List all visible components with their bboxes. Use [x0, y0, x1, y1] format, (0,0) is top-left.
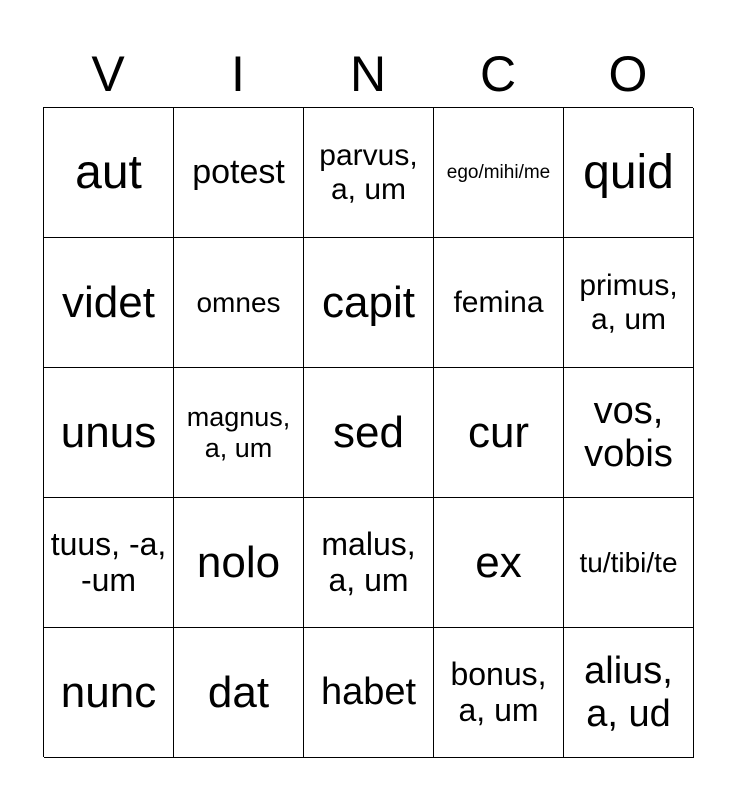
- cell-word: ego/mihi/me: [446, 161, 551, 183]
- bingo-cell[interactable]: [174, 238, 304, 368]
- cell-word: malus, a, um: [321, 525, 416, 598]
- bingo-cell[interactable]: [44, 498, 174, 628]
- header-letter-c: C: [479, 46, 517, 102]
- cell-word: cur: [467, 407, 530, 457]
- cell-word: videt: [62, 277, 155, 327]
- bingo-cell[interactable]: [304, 108, 434, 238]
- cell-word: primus, a, um: [579, 268, 678, 336]
- bingo-cell[interactable]: [564, 238, 694, 368]
- bingo-cell[interactable]: [434, 108, 564, 238]
- bingo-cell[interactable]: [304, 498, 434, 628]
- bingo-cell[interactable]: [174, 628, 304, 758]
- bingo-cell[interactable]: [434, 498, 564, 628]
- cell-word: nunc: [60, 667, 157, 717]
- cell-word: tuus, -a, -um: [50, 525, 167, 598]
- bingo-cell[interactable]: [564, 368, 694, 498]
- cell-word: dat: [207, 667, 270, 717]
- cell-word: omnes: [196, 286, 281, 318]
- bingo-cell[interactable]: [564, 628, 694, 758]
- bingo-cell[interactable]: [304, 368, 434, 498]
- cell-word: tu/tibi/te: [579, 546, 678, 578]
- cell-word: aut: [75, 145, 142, 199]
- bingo-cell[interactable]: [44, 628, 174, 758]
- cell-word: magnus, a, um: [186, 402, 291, 463]
- bingo-cell[interactable]: [174, 108, 304, 238]
- cell-word: capit: [322, 277, 415, 327]
- bingo-cell[interactable]: [174, 498, 304, 628]
- header-letter-v: V: [91, 46, 125, 102]
- cell-word: sed: [333, 407, 404, 457]
- header-letter-o: O: [608, 46, 648, 102]
- bingo-cell[interactable]: [174, 368, 304, 498]
- cell-word: habet: [320, 671, 417, 714]
- header-letter-i: I: [231, 46, 245, 102]
- bingo-cell[interactable]: [304, 628, 434, 758]
- cell-word: alius, a, ud: [584, 649, 673, 735]
- bingo-header: [43, 40, 693, 108]
- bingo-card-grid: [43, 107, 693, 757]
- cell-word: potest: [192, 153, 285, 192]
- bingo-cell[interactable]: [434, 368, 564, 498]
- bingo-cell[interactable]: [564, 498, 694, 628]
- cell-word: bonus, a, um: [450, 655, 547, 728]
- cell-word: vos, vobis: [584, 389, 673, 475]
- bingo-cell[interactable]: [434, 238, 564, 368]
- bingo-cell[interactable]: [44, 108, 174, 238]
- cell-word: unus: [60, 407, 157, 457]
- cell-word: femina: [453, 285, 544, 319]
- cell-word: parvus, a, um: [319, 138, 418, 206]
- bingo-cell[interactable]: [44, 368, 174, 498]
- bingo-cell[interactable]: [434, 628, 564, 758]
- cell-word: quid: [583, 145, 674, 199]
- bingo-cell[interactable]: [304, 238, 434, 368]
- bingo-cell[interactable]: [564, 108, 694, 238]
- cell-word: nolo: [196, 537, 281, 587]
- bingo-cell[interactable]: [44, 238, 174, 368]
- cell-word: ex: [475, 537, 522, 587]
- header-letter-n: N: [349, 46, 387, 102]
